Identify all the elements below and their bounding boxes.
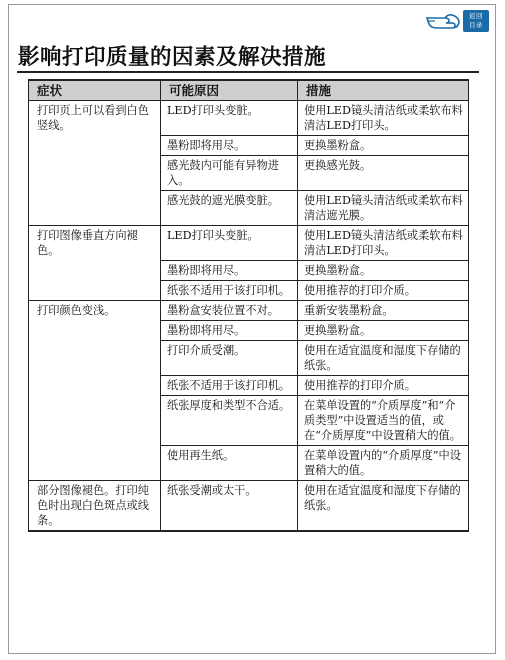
action-cell: 使用推荐的打印介质。 (298, 281, 469, 301)
action-cell: 在菜单设置内的“介质厚度”中设置稍大的值。 (298, 446, 469, 481)
header-cause: 可能原因 (161, 80, 298, 101)
action-cell: 使用LED镜头清洁纸或柔软布料清洁遮光膜。 (298, 191, 469, 226)
action-cell: 在菜单设置的“介质厚度”和“介质类型”中设置适当的值，或在“介质厚度”中设置稍大的值。 (298, 396, 469, 446)
cause-cell: 感光鼓内可能有异物进入。 (161, 156, 298, 191)
symptom-cell: 部分图像褪色。打印纯色时出现白色斑点或线条。 (29, 481, 161, 532)
cause-cell: 使用再生纸。 (161, 446, 298, 481)
cause-cell: 纸张不适用于该打印机。 (161, 376, 298, 396)
table-row (29, 481, 469, 532)
page-title: 影响打印质量的因素及解决措施 (18, 45, 327, 70)
cause-cell: 墨粉即将用尽。 (161, 261, 298, 281)
table-header-row (29, 80, 469, 101)
cause-cell: 墨粉盒安装位置不对。 (161, 301, 298, 321)
action-cell: 更换墨粉盒。 (298, 261, 469, 281)
back-label-line2: 目录 (469, 21, 483, 29)
action-cell: 使用LED镜头清洁纸或柔软布料清洁LED打印头。 (298, 226, 469, 261)
header-symptom: 症状 (29, 80, 161, 101)
title-underline (17, 71, 479, 73)
action-cell: 使用推荐的打印介质。 (298, 376, 469, 396)
header-action: 措施 (298, 80, 469, 101)
pointing-hand-icon (425, 10, 463, 32)
back-label (463, 10, 489, 32)
back-label-line1: 返回 (469, 12, 483, 20)
table-row (29, 101, 469, 136)
symptom-cell: 打印颜色变浅。 (29, 301, 161, 481)
back-to-contents-button[interactable] (425, 10, 489, 32)
action-cell: 使用在适宜温度和湿度下存储的纸张。 (298, 481, 469, 532)
action-cell: 更换感光鼓。 (298, 156, 469, 191)
action-cell: 更换墨粉盒。 (298, 136, 469, 156)
symptom-cell: 打印页上可以看到白色竖线。 (29, 101, 161, 226)
action-cell: 使用LED镜头清洁纸或柔软布料清洁LED打印头。 (298, 101, 469, 136)
troubleshooting-table (28, 79, 469, 532)
cause-cell: LED打印头变脏。 (161, 226, 298, 261)
table-row (29, 301, 469, 321)
cause-cell: 纸张厚度和类型不合适。 (161, 396, 298, 446)
action-cell: 更换墨粉盒。 (298, 321, 469, 341)
action-cell: 使用在适宜温度和湿度下存储的纸张。 (298, 341, 469, 376)
cause-cell: 墨粉即将用尽。 (161, 321, 298, 341)
cause-cell: 打印介质受潮。 (161, 341, 298, 376)
cause-cell: LED打印头变脏。 (161, 101, 298, 136)
symptom-cell: 打印图像垂直方向褪色。 (29, 226, 161, 301)
cause-cell: 纸张不适用于该打印机。 (161, 281, 298, 301)
cause-cell: 感光鼓的遮光膜变脏。 (161, 191, 298, 226)
action-cell: 重新安装墨粉盒。 (298, 301, 469, 321)
table-row (29, 226, 469, 261)
cause-cell: 墨粉即将用尽。 (161, 136, 298, 156)
cause-cell: 纸张受潮或太干。 (161, 481, 298, 532)
